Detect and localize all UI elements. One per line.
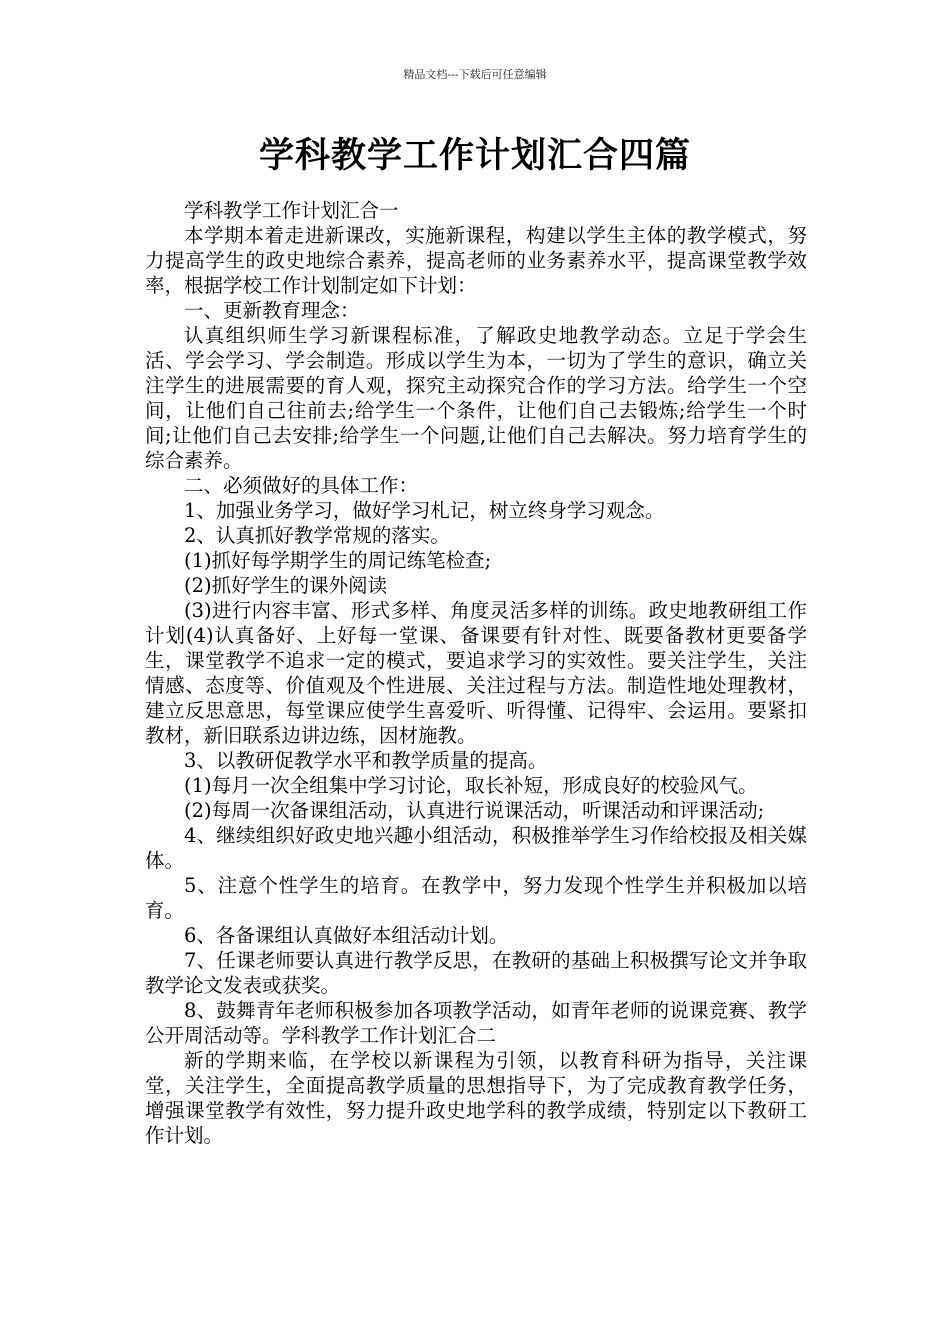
paragraph: 2、认真抓好教学常规的落实。	[184, 524, 450, 547]
paragraph: 3、以教研促教学水平和教学质量的提高。	[184, 749, 548, 772]
paragraph: 二、必须做好的具体工作：	[184, 474, 419, 497]
paragraph: 一、更新教育理念：	[184, 299, 360, 322]
paragraph: (3)进行内容丰富、形式多样、角度灵活多样的训练。政史地教研组工作计划(4)认真备好、上好每一堂课、备课要有针对性、既要备教材更要备学生，课堂教学不追求一定的模式，要追求学习的实效性。要关注学生，关注情感、态度等、价值观及个性进展、关注过程与方法。制造性地处理教材，建立反思意思，每堂课应使学生喜爱听、听得懂、记得牢、会运用。要紧扣教材，新旧联系边讲边练，因材施教。	[145, 599, 807, 747]
paragraph: 4、继续组织好政史地兴趣小组活动，积极推举学生习作给校报及相关媒体。	[145, 824, 807, 872]
paragraph: (1)抓好每学期学生的周记练笔检查;	[184, 549, 492, 572]
paragraph: 7、任课老师要认真进行教学反思，在教研的基础上积极撰写论文并争取教学论文发表或获奖。	[145, 949, 807, 997]
paragraph: 认真组织师生学习新课程标准，了解政史地教学动态。立足于学会生活、学会学习、学会制造。形成以学生为本，一切为了学生的意识，确立关注学生的进展需要的育人观，探究主动探究合作的学习方法。给学生一个空间，让他们自己往前去;给学生一个条件，让他们自己去锻炼;给学生一个时间;让他们自己去安排;给学生一个问题,让他们自己去解决。努力培育学生的综合素养。	[145, 324, 807, 472]
document-body	[145, 198, 807, 1148]
paragraph: 6、各备课组认真做好本组活动计划。	[184, 924, 509, 947]
paragraph: 1、加强业务学习，做好学习札记，树立终身学习观念。	[184, 499, 665, 522]
page-header: 精品文档---下载后可任意编辑	[403, 68, 547, 81]
paragraph: 学科教学工作计划汇合一	[184, 199, 399, 222]
paragraph: 新的学期来临，在学校以新课程为引领，以教育科研为指导，关注课堂，关注学生，全面提高教学质量的思想指导下，为了完成教育教学任务，增强课堂教学有效性，努力提升政史地学科的教学成绩，特别定以下教研工作计划。	[145, 1049, 807, 1147]
paragraph: 5、注意个性学生的培育。在教学中，努力发现个性学生并积极加以培育。	[145, 874, 807, 922]
paragraph: 8、鼓舞青年老师积极参加各项教学活动，如青年老师的说课竞赛、教学公开周活动等。学科教学工作计划汇合二	[145, 999, 807, 1047]
paragraph: (2)抓好学生的课外阅读	[184, 574, 388, 597]
paragraph: (2)每周一次备课组活动，认真进行说课活动，听课活动和评课活动;	[184, 799, 765, 822]
document-title: 学科教学工作计划汇合四篇	[258, 136, 691, 176]
paragraph: 本学期本着走进新课改，实施新课程，构建以学生主体的教学模式，努力提高学生的政史地综合素养，提高老师的业务素养水平，提高课堂教学效率，根据学校工作计划制定如下计划：	[145, 224, 807, 297]
paragraph: (1)每月一次全组集中学习讨论，取长补短，形成良好的校验风气。	[184, 774, 758, 797]
